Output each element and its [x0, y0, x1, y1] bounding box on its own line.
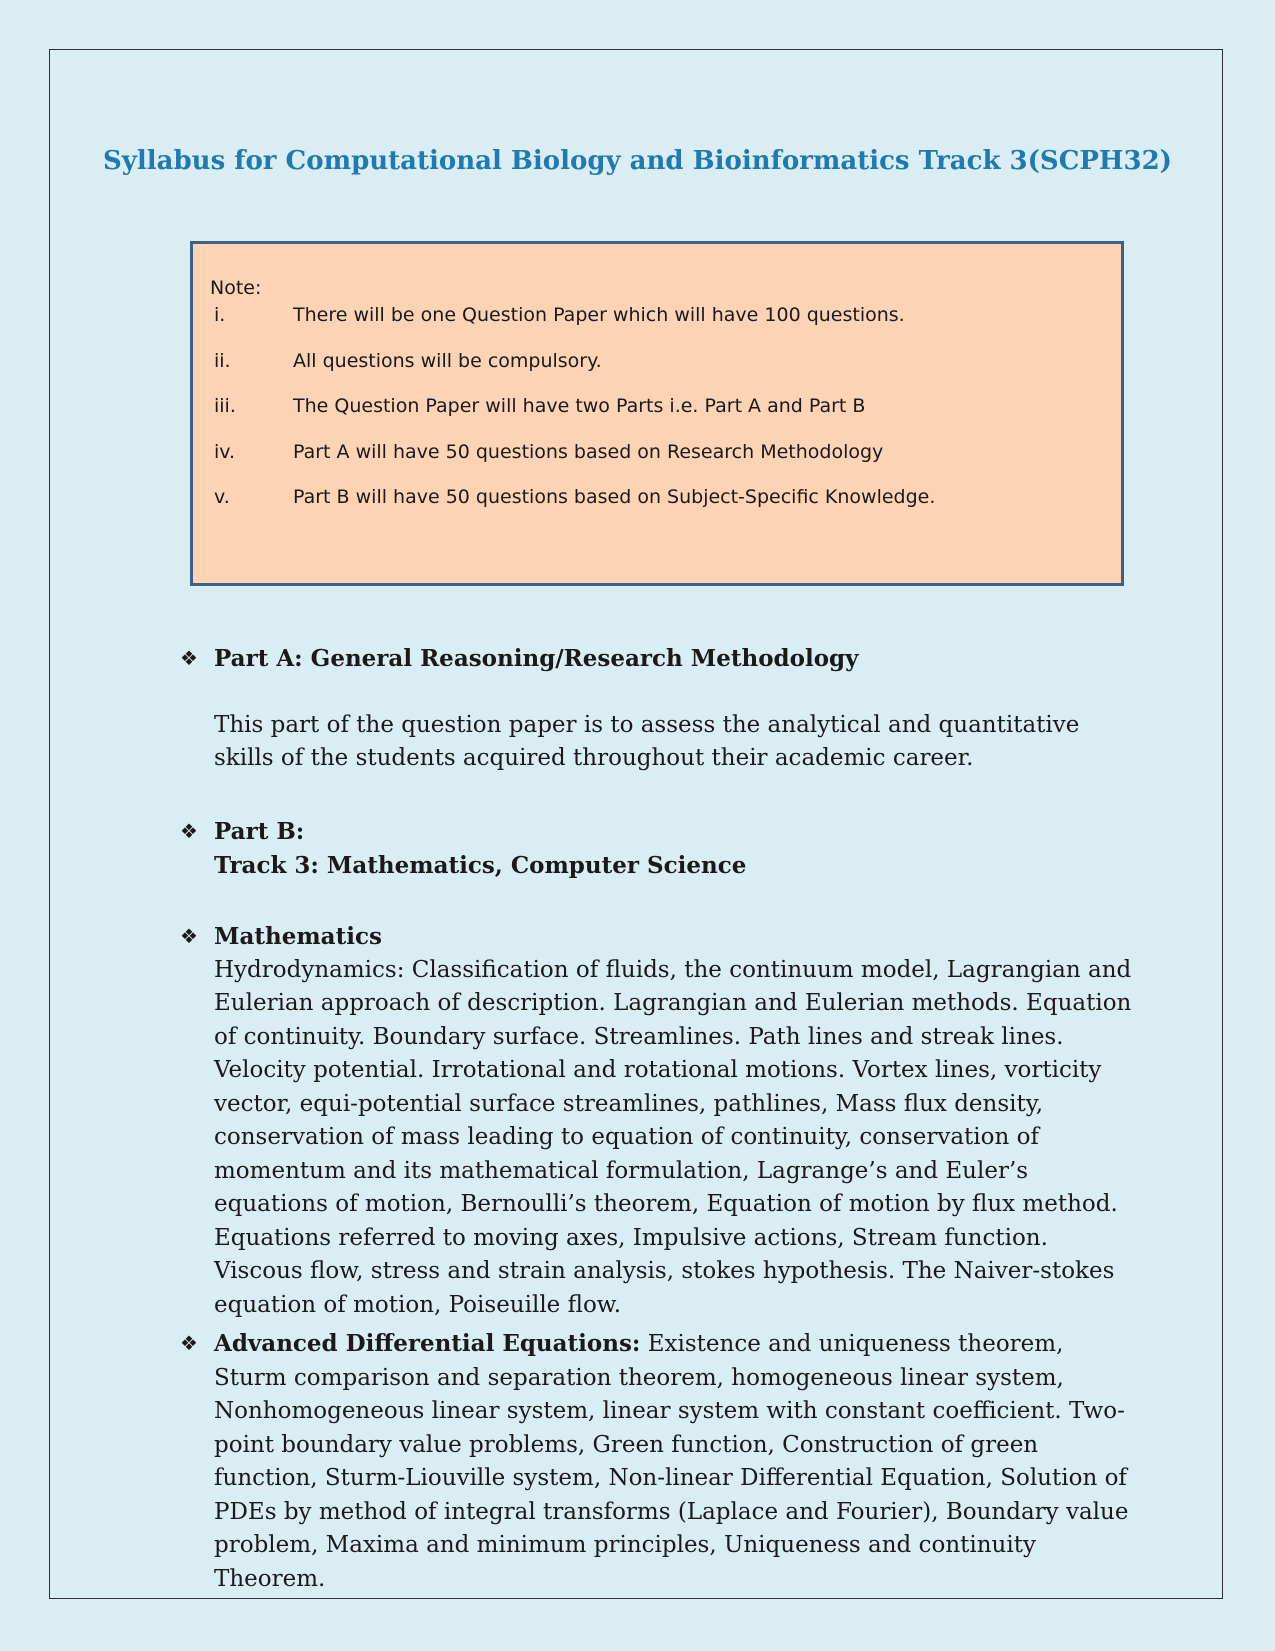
ade-description: Existence and uniqueness theorem, Sturm comparison and separation theorem, homogeneous linear system, Nonhomogeneous linear system, linear system with constant coefficient. Two-point boundary value problems, Green function, Construction of green function, Sturm-Liouville system, Non-linear Differential Equation, Solution of PDEs by method of integral transforms (Laplace and Fourier), Boundary value problem, Maxima and minimum principles, Uniqueness and continuity Theorem. [214, 1331, 1129, 1592]
ade-paragraph [214, 1327, 1140, 1596]
note-item [214, 486, 1094, 532]
note-list [214, 304, 1094, 532]
note-item-number: iv. [214, 440, 236, 463]
note-item [214, 350, 1094, 396]
note-item-text: All questions will be compulsory. [293, 349, 602, 372]
note-item [214, 304, 1094, 350]
part-b-section [180, 815, 1140, 882]
diamond-bullet-icon: ❖ [180, 924, 198, 948]
diamond-bullet-icon: ❖ [180, 819, 198, 843]
page-title: Syllabus for Computational Biology and Bioinformatics Track 3(SCPH32) [103, 146, 1172, 176]
note-box [190, 241, 1124, 586]
note-item-text: The Question Paper will have two Parts i.e. Part A and Part B [293, 395, 866, 417]
ade-heading: Advanced Differential Equations: [214, 1330, 641, 1357]
part-a-heading: Part A: General Reasoning/Research Methodology [214, 645, 859, 672]
mathematics-heading: Mathematics [214, 923, 382, 950]
part-b-heading: Part B: [214, 818, 305, 845]
diamond-bullet-icon: ❖ [180, 646, 198, 670]
mathematics-description: Hydrodynamics: Classification of fluids, the continuum model, Lagrangian and Eulerian approach of description. Lagrangian and Eulerian methods. Equation of continuity. Boundary surface. Streamlines. Path lines and streak lines. Velocity potential. Irrotational and rotational motions. Vortex lines, vorticity vector, equi-potential surface streamlines, pathlines, Mass flux density, conservation of mass leading to equation of continuity, conservation of momentum and its mathematical formulation, Lagrange’s and Euler’s equations of motion, Bernoulli’s theorem, Equation of motion by flux method. Equations referred to moving axes, Impulsive actions, Stream function. Viscous flow, stress and strain analysis, stokes hypothesis. The Naiver-stokes equation of motion, Poiseuille flow. [214, 956, 1132, 1318]
note-label: Note: [210, 277, 262, 299]
note-item-number: iii. [214, 395, 236, 417]
note-item-number: ii. [214, 349, 231, 372]
part-a-section [180, 642, 1140, 776]
note-item-number: i. [214, 304, 226, 326]
note-item-number: v. [214, 486, 230, 508]
note-item [214, 441, 1094, 487]
ade-section [180, 1327, 1140, 1596]
mathematics-section [180, 920, 1140, 1322]
part-b-track-heading: Track 3: Mathematics, Computer Science [214, 851, 747, 879]
note-item-text: There will be one Question Paper which will have 100 questions. [293, 304, 905, 326]
part-a-description: This part of the question paper is to assess the analytical and quantitative skills of the students acquired throughout their academic career. [214, 711, 1080, 771]
diamond-bullet-icon: ❖ [180, 1331, 198, 1355]
note-item [214, 395, 1094, 441]
note-item-text: Part B will have 50 questions based on Subject-Specific Knowledge. [293, 486, 936, 508]
note-item-text: Part A will have 50 questions based on Research Methodology [293, 440, 884, 463]
